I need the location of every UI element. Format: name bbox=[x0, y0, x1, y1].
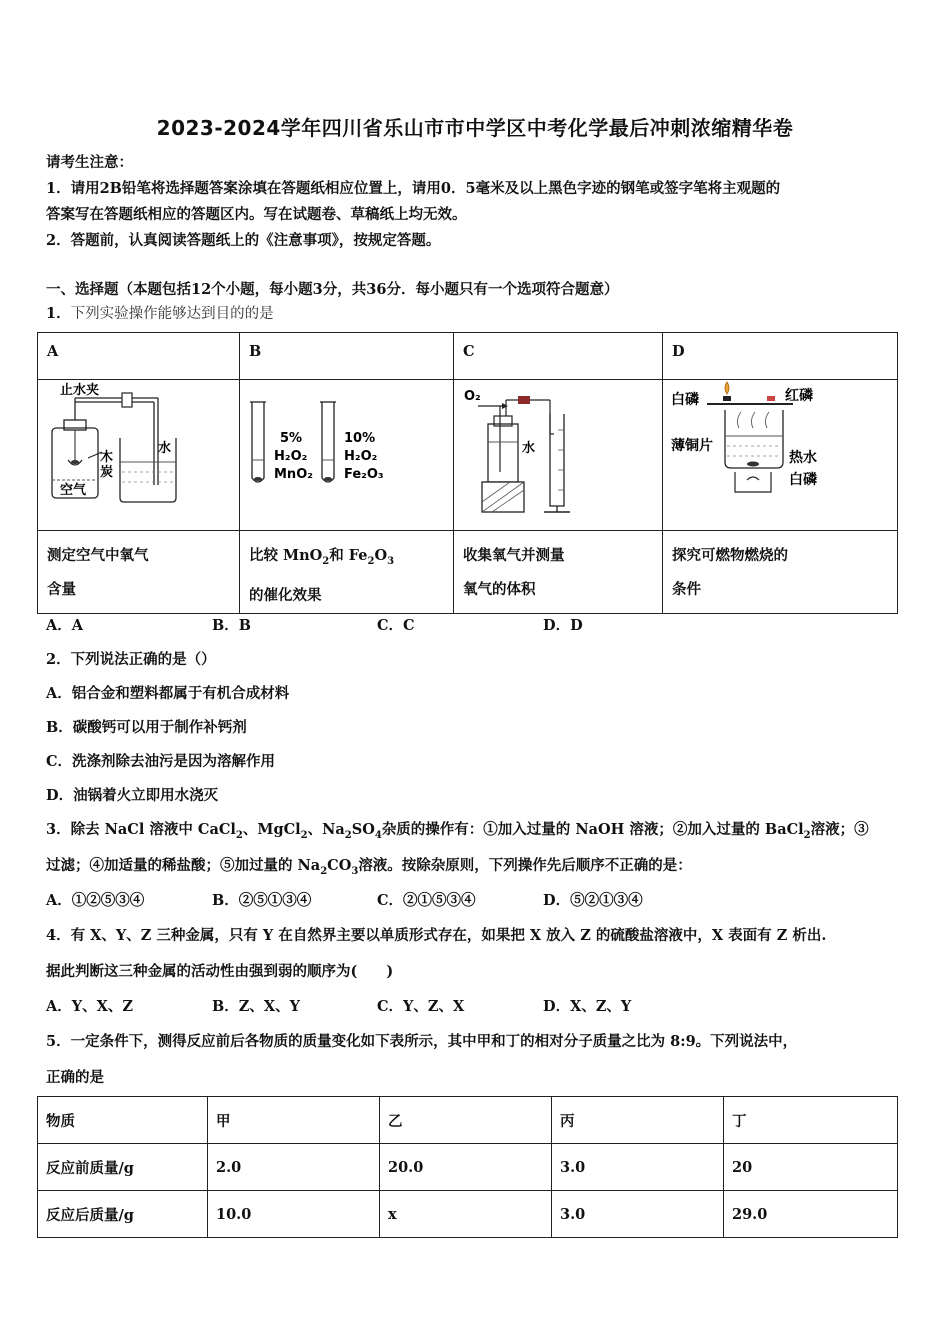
q1-figure-b-cell bbox=[240, 380, 454, 531]
label-copper-sheet: 薄铜片 bbox=[671, 438, 713, 454]
label-oxygen: O₂ bbox=[464, 389, 481, 404]
q5-header-ding: 丁 bbox=[724, 1097, 898, 1144]
q5-cell: 3.0 bbox=[552, 1191, 724, 1238]
figure-a-air-oxygen-apparatus bbox=[38, 380, 238, 526]
q3-option-c[interactable]: C．②①⑤③④ bbox=[377, 892, 476, 909]
figure-d-combustion-conditions bbox=[663, 380, 896, 526]
notice-line-1: 1．请用2B铅笔将选择题答案涂填在答题纸相应位置上，请用0．5毫米及以上黑色字迹的钢笔或签字笔将主观题的 bbox=[46, 180, 781, 197]
q1-option-d[interactable]: D．D bbox=[543, 617, 583, 634]
q3-option-a[interactable]: A．①②⑤③④ bbox=[46, 892, 145, 909]
q1-figure-a-cell bbox=[38, 380, 240, 531]
q1-header-b: B bbox=[240, 333, 454, 380]
section-heading: 一、选择题（本题包括12个小题，每小题3分，共36分．每小题只有一个选项符合题意） bbox=[46, 281, 619, 298]
q1-options bbox=[46, 614, 906, 634]
notice-heading: 请考生注意： bbox=[46, 154, 133, 171]
q5-cell: 10.0 bbox=[208, 1191, 380, 1238]
q1-figure-d-cell bbox=[663, 380, 898, 531]
q3-stem-line-1: 3．除去 NaCl 溶液中 CaCl$_2$、MgCl$_2$、$Na_2SO_4$杂质的操作有：①加入过量的 NaOH 溶液；②加入过量的 BaCl$_2$溶液；③ bbox=[46, 821, 869, 841]
q1-text: 下列实验操作能够达到目的的是 bbox=[70, 306, 274, 322]
label-charcoal-2: 炭 bbox=[100, 465, 114, 480]
q2-stem: 2．下列说法正确的是（） bbox=[46, 651, 216, 668]
q5-stem-line-2: 正确的是 bbox=[46, 1069, 104, 1086]
q5-mass-table bbox=[37, 1096, 898, 1238]
q1-option-a[interactable]: A．A bbox=[46, 617, 84, 634]
q5-cell: 29.0 bbox=[724, 1191, 898, 1238]
label-charcoal-1: 木 bbox=[100, 450, 114, 465]
q4-option-b[interactable]: B．Z、X、Y bbox=[212, 998, 300, 1015]
label-b-left-reagent: H₂O₂ bbox=[274, 449, 308, 464]
q2-option-c[interactable]: C．洗涤剂除去油污是因为溶解作用 bbox=[46, 753, 276, 770]
q1-stem bbox=[46, 302, 274, 323]
label-water-a: 水 bbox=[158, 441, 172, 456]
q1-header-c: C bbox=[454, 333, 663, 380]
label-b-right-pct: 10% bbox=[344, 431, 376, 446]
q5-row-label-before: 反应前质量/g bbox=[38, 1144, 208, 1191]
table-row bbox=[38, 1144, 898, 1191]
label-b-left-catalyst: MnO₂ bbox=[274, 467, 313, 482]
q4-stem-line-2: 据此判断这三种金属的活动性由强到弱的顺序为( ) bbox=[46, 963, 394, 980]
q3-option-d[interactable]: D．⑤②①③④ bbox=[543, 892, 643, 909]
label-red-phosphorus: 红磷 bbox=[785, 388, 813, 404]
q3-options bbox=[46, 889, 906, 909]
q1-caption-c: 收集氧气并测量 氧气的体积 bbox=[454, 531, 663, 614]
notice-line-3: 2．答题前，认真阅读答题纸上的《注意事项》，按规定答题。 bbox=[46, 232, 441, 249]
q5-header-yi: 乙 bbox=[380, 1097, 552, 1144]
q1-header-d: D bbox=[663, 333, 898, 380]
q1-option-b[interactable]: B．B bbox=[212, 617, 252, 634]
q4-option-d[interactable]: D．X、Z、Y bbox=[543, 998, 632, 1015]
table-row bbox=[38, 1097, 898, 1144]
label-b-right-catalyst: Fe₂O₃ bbox=[344, 467, 384, 482]
q5-header-jia: 甲 bbox=[208, 1097, 380, 1144]
q2-option-b[interactable]: B．碳酸钙可以用于制作补钙剂 bbox=[46, 719, 247, 736]
q1-caption-d: 探究可燃物燃烧的 条件 bbox=[663, 531, 898, 614]
q5-stem-line-1: 5．一定条件下，测得反应前后各物质的质量变化如下表所示，其中甲和丁的相对分子质量之比为 8:9。下列说法中， bbox=[46, 1033, 798, 1050]
q4-option-c[interactable]: C．Y、Z、X bbox=[377, 998, 465, 1015]
q5-cell: 3.0 bbox=[552, 1144, 724, 1191]
q1-caption-b: 比较 MnO$_2$和 $Fe_2O_3$ 的催化效果 bbox=[240, 531, 454, 614]
q1-figure-c-cell bbox=[454, 380, 663, 531]
q2-option-d[interactable]: D．油锅着火立即用水浇灭 bbox=[46, 787, 219, 804]
label-b-left-pct: 5% bbox=[280, 431, 303, 446]
label-hot-water: 热水 bbox=[789, 450, 817, 466]
q2-option-a[interactable]: A．铝合金和塑料都属于有机合成材料 bbox=[46, 685, 290, 702]
label-clamp: 止水夹 bbox=[60, 383, 100, 398]
q4-option-a[interactable]: A．Y、X、Z bbox=[46, 998, 133, 1015]
q1-caption-a: 测定空气中氧气 含量 bbox=[38, 531, 240, 614]
label-air: 空气 bbox=[60, 483, 87, 498]
q1-table bbox=[37, 332, 898, 614]
table-row bbox=[38, 1191, 898, 1238]
q4-stem-line-1: 4．有 X、Y、Z 三种金属，只有 Y 在自然界主要以单质形式存在，如果把 X 放入 Z 的硫酸盐溶液中，X 表面有 Z 析出. bbox=[46, 927, 827, 944]
label-white-phosphorus-top: 白磷 bbox=[671, 392, 699, 408]
q5-header-bing: 丙 bbox=[552, 1097, 724, 1144]
label-b-right-reagent: H₂O₂ bbox=[344, 449, 378, 464]
q1-number: 1． bbox=[46, 305, 71, 322]
q3-option-b[interactable]: B．②⑤①③④ bbox=[212, 892, 312, 909]
figure-c-oxygen-collection bbox=[454, 380, 661, 526]
q5-cell: x bbox=[380, 1191, 552, 1238]
q3-stem-line-2: 过滤；④加适量的稀盐酸；⑤加过量的 $Na_2CO_3$溶液。按除杂原则，下列操作先后顺序不正确的是： bbox=[46, 857, 692, 877]
label-water-c: 水 bbox=[522, 441, 536, 456]
q1-option-c[interactable]: C．C bbox=[377, 617, 415, 634]
notice-line-2: 答案写在答题纸相应的答题区内。写在试题卷、草稿纸上均无效。 bbox=[46, 206, 467, 223]
label-white-phosphorus-bottom: 白磷 bbox=[789, 472, 817, 488]
q5-row-label-after: 反应后质量/g bbox=[38, 1191, 208, 1238]
figure-b-test-tubes bbox=[240, 380, 452, 526]
page-title: 2023-2024学年四川省乐山市市中学区中考化学最后冲刺浓缩精华卷 bbox=[156, 116, 794, 140]
q1-header-a: A bbox=[38, 333, 240, 380]
q5-header-substance: 物质 bbox=[38, 1097, 208, 1144]
q5-cell: 20 bbox=[724, 1144, 898, 1191]
q5-cell: 20.0 bbox=[380, 1144, 552, 1191]
q4-options bbox=[46, 995, 906, 1015]
q5-cell: 2.0 bbox=[208, 1144, 380, 1191]
